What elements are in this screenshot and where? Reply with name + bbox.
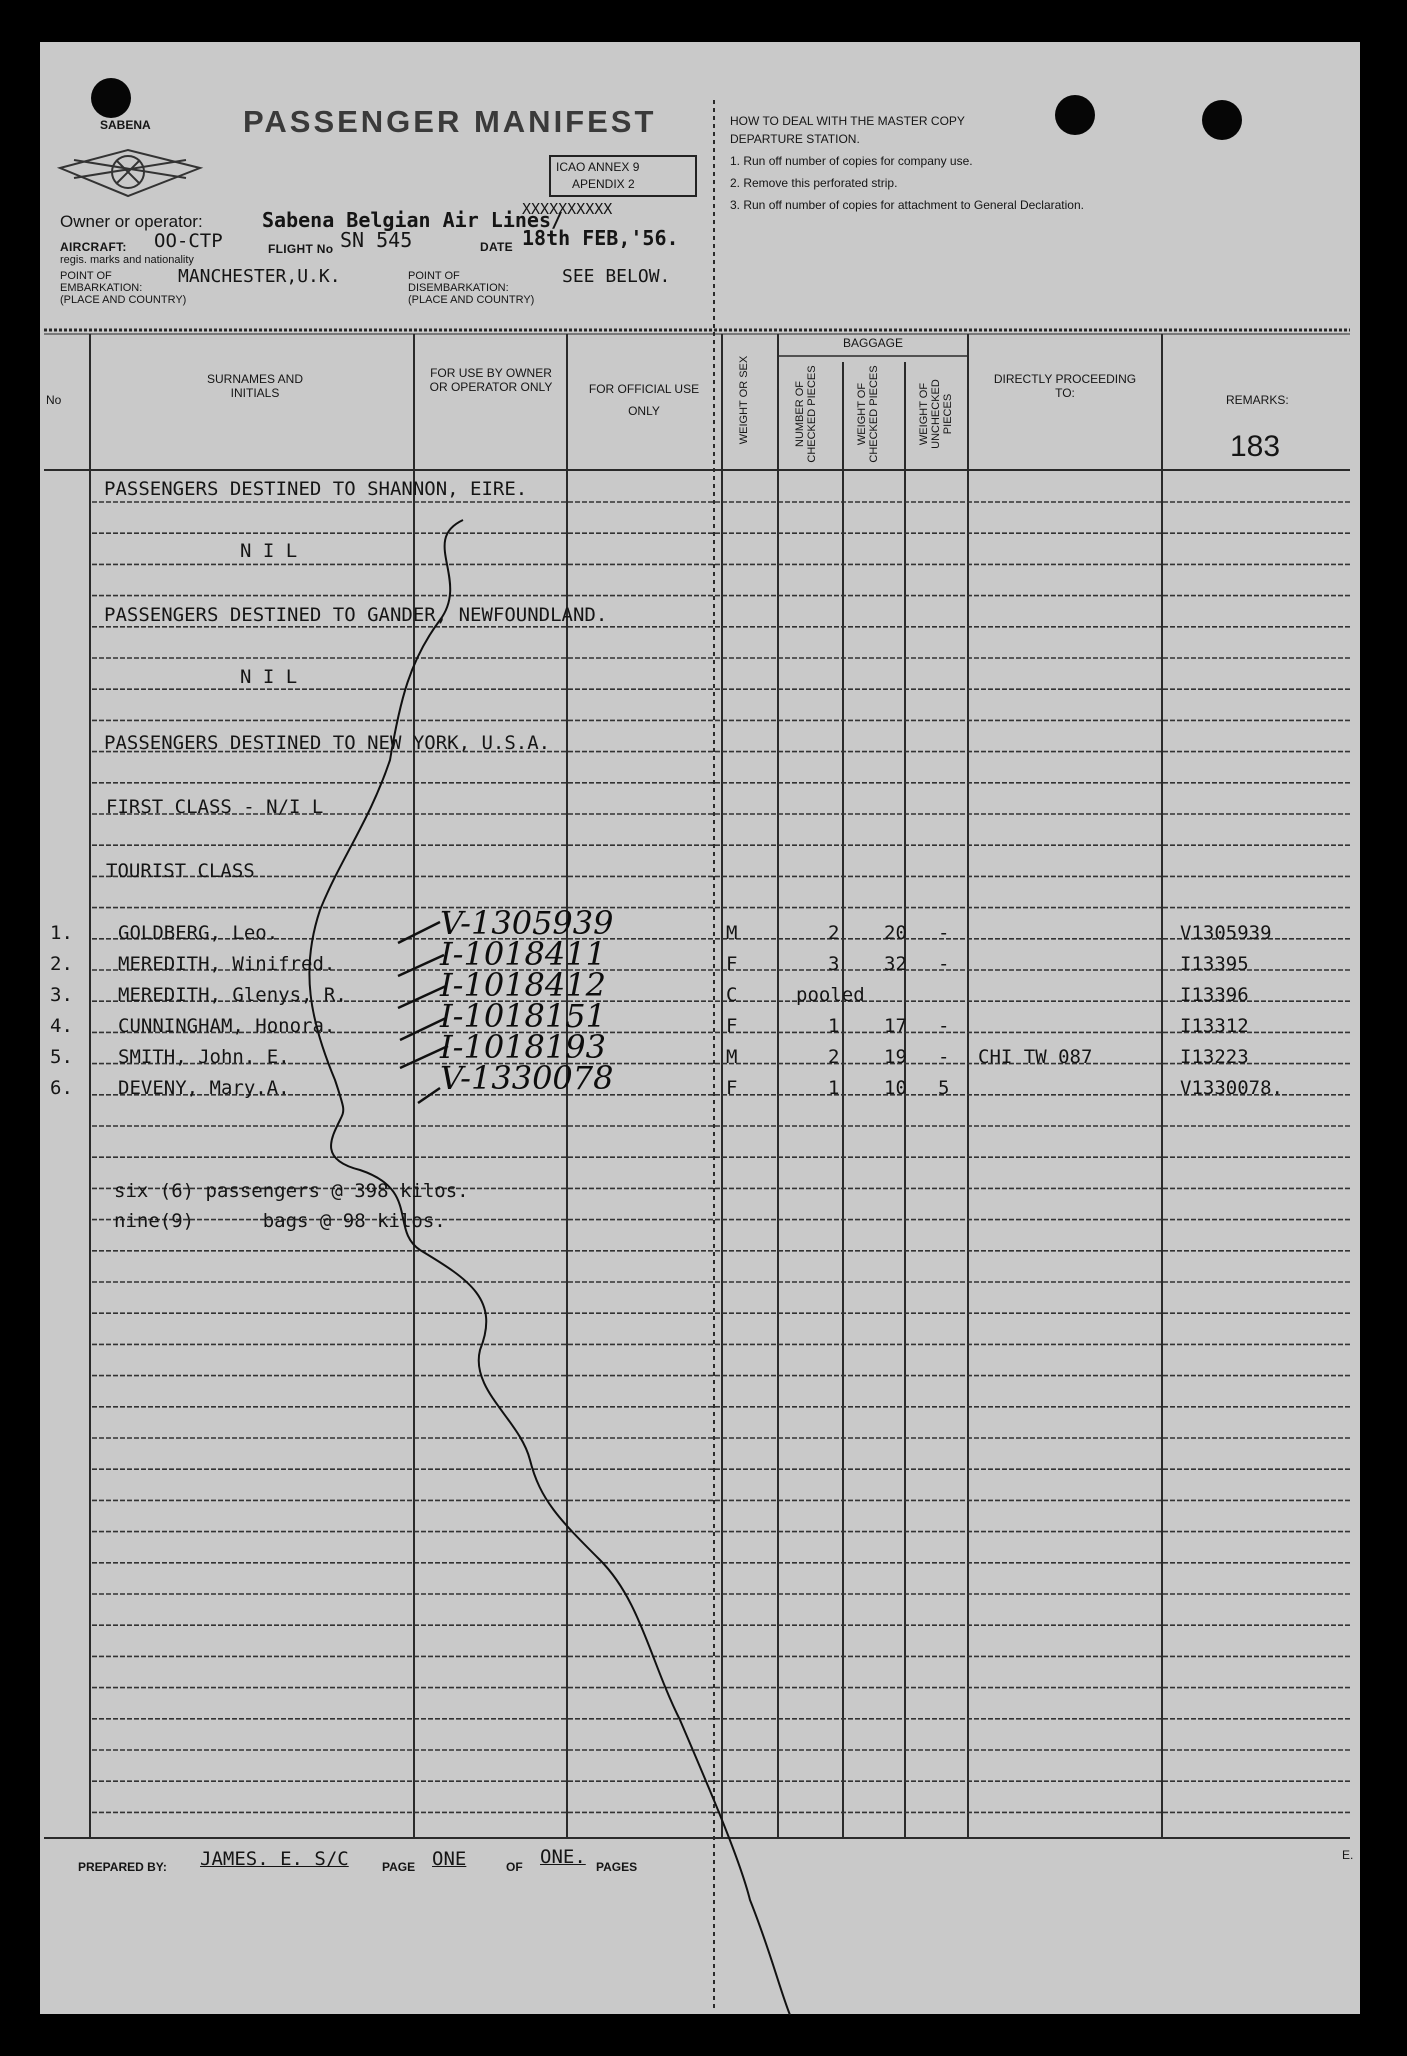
disembark-label-1: POINT OF bbox=[408, 270, 460, 282]
how-step-2: 2. Remove this perforated strip. bbox=[730, 176, 898, 190]
how-title-1: HOW TO DEAL WITH THE MASTER COPY bbox=[730, 114, 965, 128]
col-directly: DIRECTLY PROCEEDING TO: bbox=[993, 372, 1137, 400]
owner-label: Owner or operator: bbox=[60, 212, 203, 231]
owner-value: Sabena Belgian Air Lines/ bbox=[262, 208, 564, 232]
pax-handwritten-number: V-1305939 bbox=[440, 904, 614, 942]
pax-handwritten-number: V-1330078 bbox=[440, 1059, 614, 1097]
embark-label-3: (PLACE AND COUNTRY) bbox=[60, 294, 187, 306]
prepared-label: PREPARED BY: bbox=[78, 1860, 167, 1874]
table-row bbox=[0, 997, 1316, 1041]
pax-weight: 19 bbox=[884, 1046, 907, 1068]
logo-text: SABENA bbox=[100, 118, 151, 132]
pax-handwritten-number: I-1018151 bbox=[440, 997, 606, 1035]
flight-label: FLIGHT No bbox=[268, 242, 334, 256]
pax-name: DEVENY, Mary.A. bbox=[118, 1077, 290, 1099]
pax-sex: F bbox=[726, 953, 738, 975]
section-tourist-class: TOURIST CLASS bbox=[106, 860, 255, 882]
disembark-label-2: DISEMBARKATION: bbox=[408, 282, 509, 294]
pax-sex: M bbox=[726, 922, 738, 944]
prepared-value: JAMES. E. S/C bbox=[200, 1848, 349, 1870]
table-row bbox=[0, 1059, 1316, 1103]
pax-no: 3. bbox=[50, 984, 73, 1006]
pages-label: PAGES bbox=[596, 1860, 638, 1874]
pax-remarks: I13396 bbox=[1180, 984, 1249, 1006]
how-step-1: 1. Run off number of copies for company use. bbox=[730, 154, 973, 168]
col-surnames: SURNAMES AND INITIALS bbox=[206, 372, 304, 400]
table-row bbox=[0, 904, 1316, 948]
pax-remarks: I13395 bbox=[1180, 953, 1249, 975]
pax-handwritten-number: I-1018193 bbox=[440, 1028, 606, 1066]
pax-sex: F bbox=[726, 1077, 738, 1099]
pax-unchecked: - bbox=[938, 953, 950, 975]
pax-sex: M bbox=[726, 1046, 738, 1068]
pax-weight: 20 bbox=[884, 922, 907, 944]
aircraft-label: AIRCRAFT: bbox=[60, 240, 127, 254]
table-row bbox=[0, 966, 1316, 1010]
pax-handwritten-number: I-1018412 bbox=[440, 966, 606, 1004]
embark-label bbox=[60, 270, 186, 306]
pax-name: MEREDITH, Winifred. bbox=[118, 953, 336, 975]
pax-no: 5. bbox=[50, 1046, 73, 1068]
section-shannon: PASSENGERS DESTINED TO SHANNON, EIRE. bbox=[104, 478, 528, 500]
totals-line-1: six (6) passengers @ 398 kilos. bbox=[114, 1180, 469, 1202]
pax-handwritten-number: I-1018411 bbox=[440, 935, 606, 973]
pax-pieces: 3 bbox=[828, 953, 840, 975]
section-first-class: FIRST CLASS - N/I L bbox=[106, 796, 324, 818]
date-label: DATE bbox=[480, 240, 513, 254]
pax-no: 2. bbox=[50, 953, 73, 975]
col-weight-unchecked: WEIGHT OF UNCHECKED PIECES bbox=[918, 379, 954, 449]
of-value: ONE. bbox=[540, 1846, 586, 1868]
how-title-2: DEPARTURE STATION. bbox=[730, 132, 860, 146]
pax-pieces: 1 bbox=[828, 1077, 840, 1099]
col-weight-sex: WEIGHT OR SEX bbox=[738, 355, 750, 445]
form-title: PASSENGER MANIFEST bbox=[243, 104, 657, 139]
page-number: 183 bbox=[1230, 430, 1281, 463]
col-remarks: REMARKS: bbox=[1226, 393, 1289, 407]
pax-sex: C bbox=[726, 984, 738, 1006]
table-row bbox=[0, 1028, 1316, 1072]
of-label: OF bbox=[506, 1860, 523, 1874]
pax-unchecked: - bbox=[938, 1015, 950, 1037]
embark-value: MANCHESTER,U.K. bbox=[178, 266, 341, 287]
annex-line1: ICAO ANNEX 9 bbox=[556, 160, 640, 174]
pax-pieces: 2 bbox=[828, 1046, 840, 1068]
pax-name: CUNNINGHAM, Honora. bbox=[118, 1015, 336, 1037]
pax-weight: 17 bbox=[884, 1015, 907, 1037]
pax-name: SMITH, John. E. bbox=[118, 1046, 290, 1068]
regis-note: regis. marks and nationality bbox=[60, 254, 194, 266]
col-no: No bbox=[46, 393, 62, 407]
pax-unchecked: - bbox=[938, 1046, 950, 1068]
pax-no: 4. bbox=[50, 1015, 73, 1037]
pax-remarks: V1330078. bbox=[1180, 1077, 1283, 1099]
col-num-checked: NUMBER OF CHECKED PIECES bbox=[794, 365, 818, 463]
instructions bbox=[730, 110, 1084, 216]
pax-weight: 32 bbox=[884, 953, 907, 975]
pax-no: 6. bbox=[50, 1077, 73, 1099]
embark-label-2: EMBARKATION: bbox=[60, 282, 143, 294]
section-nil-1: N I L bbox=[240, 540, 298, 562]
pax-proceeding: CHI TW 087 bbox=[978, 1046, 1093, 1068]
embark-label-1: POINT OF bbox=[60, 270, 112, 282]
flight-value: SN 545 bbox=[340, 228, 413, 252]
pax-name: MEREDITH, Glenys, R. bbox=[118, 984, 347, 1006]
page-label: PAGE bbox=[382, 1860, 416, 1874]
page-value: ONE bbox=[432, 1848, 467, 1870]
disembark-label bbox=[408, 270, 534, 306]
disembark-value: SEE BELOW. bbox=[562, 266, 671, 287]
owner-strike: XXXXXXXXXX bbox=[522, 200, 613, 218]
pax-weight: 10 bbox=[884, 1077, 907, 1099]
table-row bbox=[0, 935, 1316, 979]
pax-remarks: V1305939 bbox=[1180, 922, 1272, 944]
pax-remarks: I13312 bbox=[1180, 1015, 1249, 1037]
col-weight-checked: WEIGHT OF CHECKED PIECES bbox=[856, 365, 880, 463]
pax-pieces: 2 bbox=[828, 922, 840, 944]
col-baggage: BAGGAGE bbox=[842, 336, 904, 350]
pax-unchecked: - bbox=[938, 922, 950, 944]
pax-name: GOLDBERG, Leo. bbox=[118, 922, 279, 944]
corner-mark: E. bbox=[1342, 1848, 1354, 1862]
annex-line2: APENDIX 2 bbox=[572, 177, 635, 191]
section-nil-2: N I L bbox=[240, 666, 298, 688]
pax-unchecked: 5 bbox=[938, 1077, 950, 1099]
pax-pieces: 1 bbox=[828, 1015, 840, 1037]
section-newyork: PASSENGERS DESTINED TO NEW YORK, U.S.A. bbox=[104, 732, 551, 754]
sabena-logo bbox=[60, 150, 200, 196]
pax-pieces: pooled bbox=[796, 984, 865, 1006]
pax-remarks: I13223 bbox=[1180, 1046, 1249, 1068]
how-step-3: 3. Run off number of copies for attachment to General Declaration. bbox=[730, 198, 1084, 212]
aircraft-value: OO-CTP bbox=[154, 230, 223, 252]
col-owner-use: FOR USE BY OWNER OR OPERATOR ONLY bbox=[429, 366, 553, 394]
col-official-use: FOR OFFICIAL USE ONLY bbox=[588, 382, 700, 418]
pax-sex: F bbox=[726, 1015, 738, 1037]
section-gander: PASSENGERS DESTINED TO GANDER, NEWFOUNDLAND. bbox=[104, 604, 608, 626]
pax-no: 1. bbox=[50, 922, 73, 944]
totals-line-2: nine(9) bags @ 98 kilos. bbox=[114, 1210, 446, 1232]
date-value: 18th FEB,'56. bbox=[522, 226, 679, 250]
disembark-label-3: (PLACE AND COUNTRY) bbox=[408, 294, 535, 306]
